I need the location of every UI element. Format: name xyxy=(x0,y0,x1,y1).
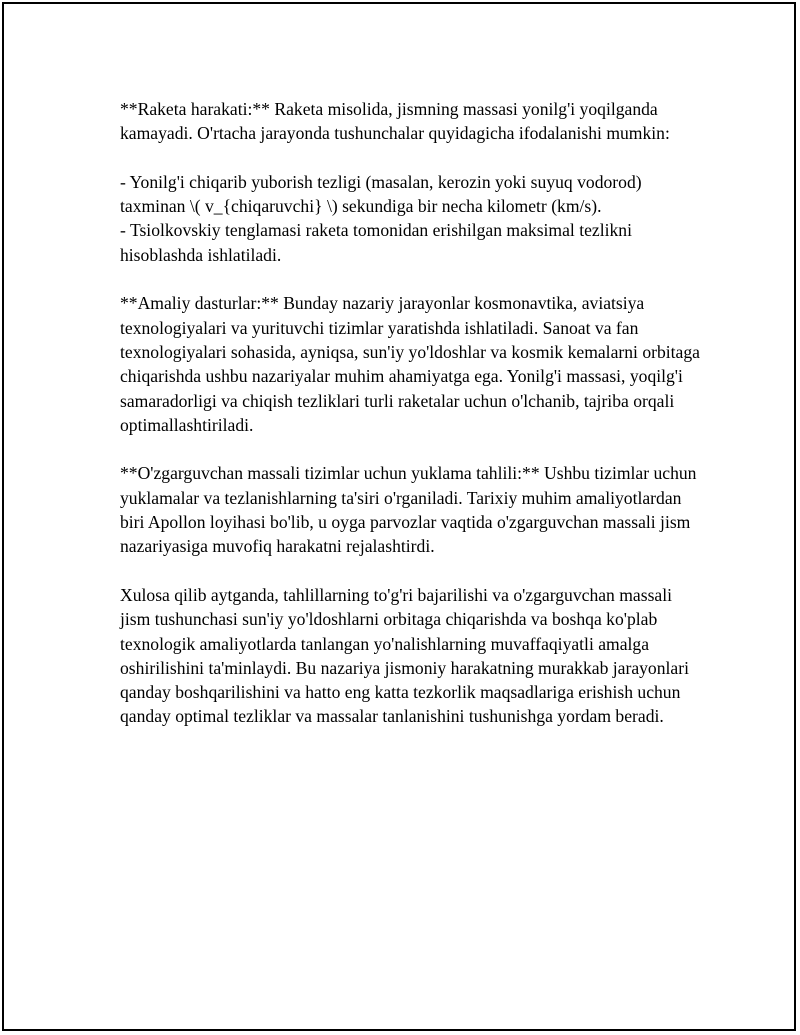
paragraph-spacer xyxy=(120,267,700,291)
document-body xyxy=(120,97,700,729)
paragraph-practical-applications: **Amaliy dasturlar:** Bunday nazariy jarayonlar kosmonavtika, aviatsiya texnologiyalari va yurituvchi tizimlar yaratishda ishlatiladi. Sanoat va fan texnologiyalari sohasida, ayniqsa, sun'iy yo'ldoshlar va kosmik kemalarni orbitaga chiqarishda ushbu nazariyalar muhim ahamiyatga ega. Yonilg'i massasi, yoqilg'i samaradorligi va chiqish tezliklari turli raketalar uchun o'lchanib, tajriba orqali optimallashtiriladi. xyxy=(120,293,700,435)
paragraph-spacer xyxy=(120,146,700,170)
paragraph-spacer xyxy=(120,437,700,461)
paragraph-bullet-list: - Yonilg'i chiqarib yuborish tezligi (masalan, kerozin yoki suyuq vodorod) taxminan \( v_{chiqaruvchi} \) sekundiga bir necha kilometr (km/s). - Tsiolkovskiy tenglamasi raketa tomonidan erishilgan maksimal tezlikni hisoblashda ishlatiladi. xyxy=(120,171,642,265)
paragraph-spacer xyxy=(120,559,700,583)
paragraph-rocket-motion: **Raketa harakati:** Raketa misolida, jismning massasi yonilg'i yoqilganda kamayadi. O'rtacha jarayonda tushunchalar quyidagicha ifodalanishi mumkin: xyxy=(120,99,670,144)
paragraph-conclusion: Xulosa qilib aytganda, tahlillarning to'g'ri bajarilishi va o'zgarguvchan massali jism tushunchasi sun'iy yo'ldoshlarni orbitaga chiqarishda va boshqa ko'plab texnologik amaliyotlarda tanlangan yo'nalishlarning muvaffaqiyatli amalga oshirilishini ta'minlaydi. Bu nazariya jismoniy harakatning murakkab jarayonlari qanday boshqarilishini va hatto eng katta tezkorlik maqsadlariga erishish uchun qanday optimal tezliklar va massalar tanlanishini tushunishga yordam beradi. xyxy=(120,584,689,727)
paragraph-load-analysis: **O'zgarguvchan massali tizimlar uchun yuklama tahlili:** Ushbu tizimlar uchun yuklamalar va tezlanishlarning ta'siri o'rganiladi. Tarixiy muhim amaliyotlardan biri Apollon loyihasi bo'lib, u oyga parvozlar vaqtida o'zgarguvchan massali jism nazariyasiga muvofiq harakatni rejalashtirdi. xyxy=(120,463,697,557)
document-page xyxy=(2,2,796,1031)
